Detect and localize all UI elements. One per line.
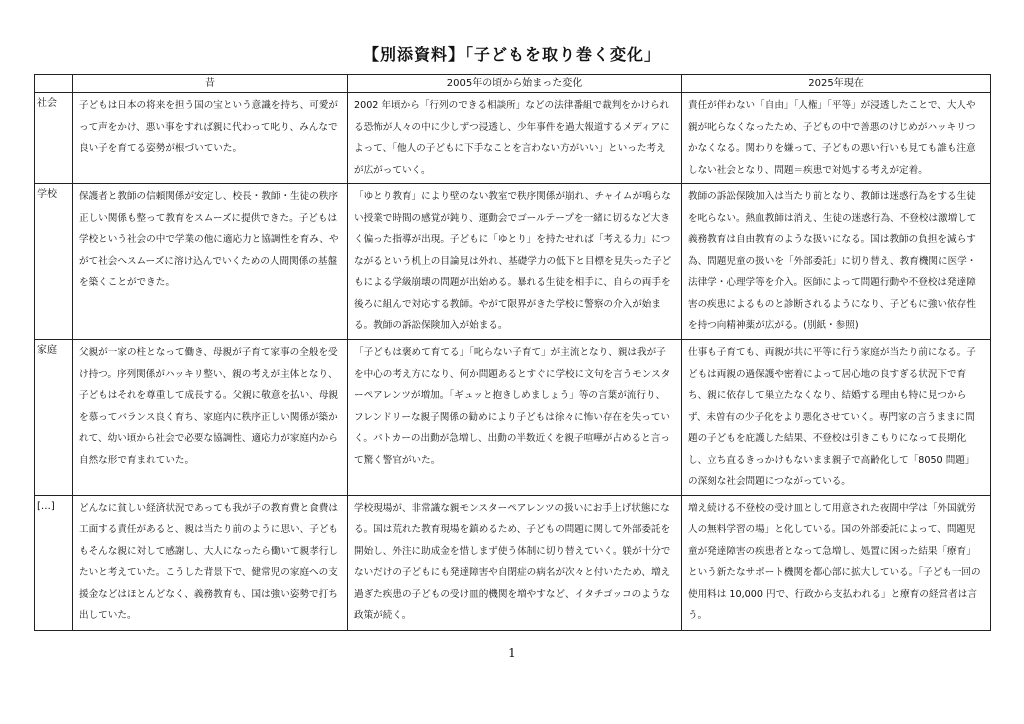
header-2025-present: 2025年現在 [682, 75, 991, 93]
cell-home-2025: 仕事も子育ても、両親が共に平等に行う家庭が当たり前になる。子どもは両親の過保護や密着によって居心地の良すぎる状況下で育ち、親に依存して巣立たなくなり、結婚する理由も特に見つからず、未曽有の少子化をより悪化させていく。専門家の言うままに問題の子どもを庇護した結果、不登校は引きこもりになって長期化し、立ち直るきっかけもないまま親子で高齢化して「8050 問題」の深刻な社会問題につながっている。 [682, 340, 991, 496]
table-row-economy [35, 495, 991, 630]
cell-school-2005: 「ゆとり教育」により壁のない教室で秩序関係が崩れ、チャイムが鳴らない授業で時間の感覚が鈍り、運動会でゴールテープを一緒に切るなど大きく偏った指導が出現。子どもに「ゆとり」を持たせれば「考える力」につながるという机上の目論見は外れ、基礎学力の低下と目標を見失った子どもによる学級崩壊の問題が出始める。暴れる生徒を相手に、自らの両手を後ろに組んで対応する教師。やがて限界がきた学校に警察の介入が始まる。教師の訴訟保険加入が始まる。 [348, 184, 682, 340]
cell-school-past: 保護者と教師の信頼関係が安定し、校長・教師・生徒の秩序正しい関係も整って教育をスムーズに提供できた。子どもは学校という社会の中で学業の他に適応力と協調性を育み、やがて社会へスムーズに溶け込んでいくための人間関係の基盤を築くことができた。 [73, 184, 348, 340]
table-header-row [35, 75, 991, 93]
row-label-home: 家庭 [35, 340, 73, 496]
cell-home-past: 父親が一家の柱となって働き、母親が子育て家事の全般を受け持つ。序列関係がハッキリ整い、親の考えが主体となり、子どもはそれを尊重して成長する。父親に敬意を払い、母親を慕ってバランス良く育ち、家庭内に秩序正しい関係が築かれて、幼い頃から社会で必要な協調性、適応力が家庭内から自然な形で育まれていた。 [73, 340, 348, 496]
table-row-school [35, 184, 991, 340]
cell-society-2005: 2002 年頃から「行列のできる相談所」などの法律番組で裁判をかけられる恐怖が人々の中に少しずつ浸透し、少年事件を過大報道するメディアによって、「他人の子どもに下手なことを言わない方がいい」といった考えが広がっていく。 [348, 93, 682, 184]
cell-society-past: 子どもは日本の将来を担う国の宝という意識を持ち、可愛がって声をかけ、悪い事をすれば親に代わって叱り、みんなで良い子を育てる姿勢が根づいていた。 [73, 93, 348, 184]
cell-economy-past: どんなに貧しい経済状況であっても我が子の教育費と食費は工面する責任があると、親は当たり前のように思い、子どももそんな親に対して感謝し、大人になったら働いて親孝行したいと考えていた。こうした背景下で、健常児の家庭への支援金などはほとんどなく、義務教育も、国は強い姿勢で打ち出していた。 [73, 495, 348, 630]
table-row-society [35, 93, 991, 184]
row-label-school: 学校 [35, 184, 73, 340]
cell-school-2025: 教師の訴訟保険加入は当たり前となり、教師は迷惑行為をする生徒を叱らない。熱血教師は消え、生徒の迷惑行為、不登校は激増して義務教育は自由教育のような扱いになる。国は教師の負担を減らす為、問題児童の扱いを「外部委託」に切り替え、教育機関に医学・法律学・心理学等を介入。医師によって問題行動や不登校は発達障害の疾患によるものと診断されるようになり、子どもに強い依存性を持つ向精神薬が広がる。(別紙・参照) [682, 184, 991, 340]
row-label-society: 社会 [35, 93, 73, 184]
header-2005-changes: 2005年の頃から始まった変化 [348, 75, 682, 93]
table-row-home [35, 340, 991, 496]
cell-home-2005: 「子どもは褒めて育てる」「叱らない子育て」が主流となり、親は我が子を中心の考え方になり、何か問題あるとすぐに学校に文句を言うモンスターペアレンツが増加。「ギュッと抱きしめましょう」等の言葉が流行り、フレンドリーな親子関係の勧めにより子どもは徐々に怖い存在を失っていく。パトカーの出動が急増し、出動の半数近くを親子喧嘩が占めると言って驚く警官がいた。 [348, 340, 682, 496]
cell-economy-2025: 増え続ける不登校の受け皿として用意された夜間中学は「外国就労人の無料学習の場」と化している。国の外部委託によって、問題児童が発達障害の疾患者となって急増し、処置に困った結果「療育」という新たなサポート機関を都心部に拡大している。「子ども一回の使用料は 10,000 円で、行政から支払われる」と療育の経営者は言う。 [682, 495, 991, 630]
header-past: 昔 [73, 75, 348, 93]
page-number: 1 [508, 646, 516, 660]
cell-economy-2005: 学校現場が、非常識な親モンスターペアレンツの扱いにお手上げ状態になる。国は荒れた教育現場を鎮めるため、子どもの問題に関して外部委託を開始し、外注に助成金を惜しまず使う体制に切り替えていく。躾が十分でないだけの子どもにも発達障害や自閉症の病名が次々と付いたため、増え過ぎた疾患の子どもの受け皿的機関を増やすなど、イタチゴッコのような政策が続く。 [348, 495, 682, 630]
header-corner [35, 75, 73, 93]
document-title: 【別添資料】「子どもを取り巻く変化」 [362, 45, 661, 64]
comparison-table [34, 74, 991, 631]
row-label-economy: […] [35, 495, 73, 630]
cell-society-2025: 責任が伴わない「自由」「人権」「平等」が浸透したことで、大人や親が叱らなくなったため、子どもの中で善悪のけじめがハッキリつかなくなる。関わりを嫌って、子どもの悪い行いも見ても誰も注意しない社会となり、問題＝疾患で対処する考えが定着。 [682, 93, 991, 184]
